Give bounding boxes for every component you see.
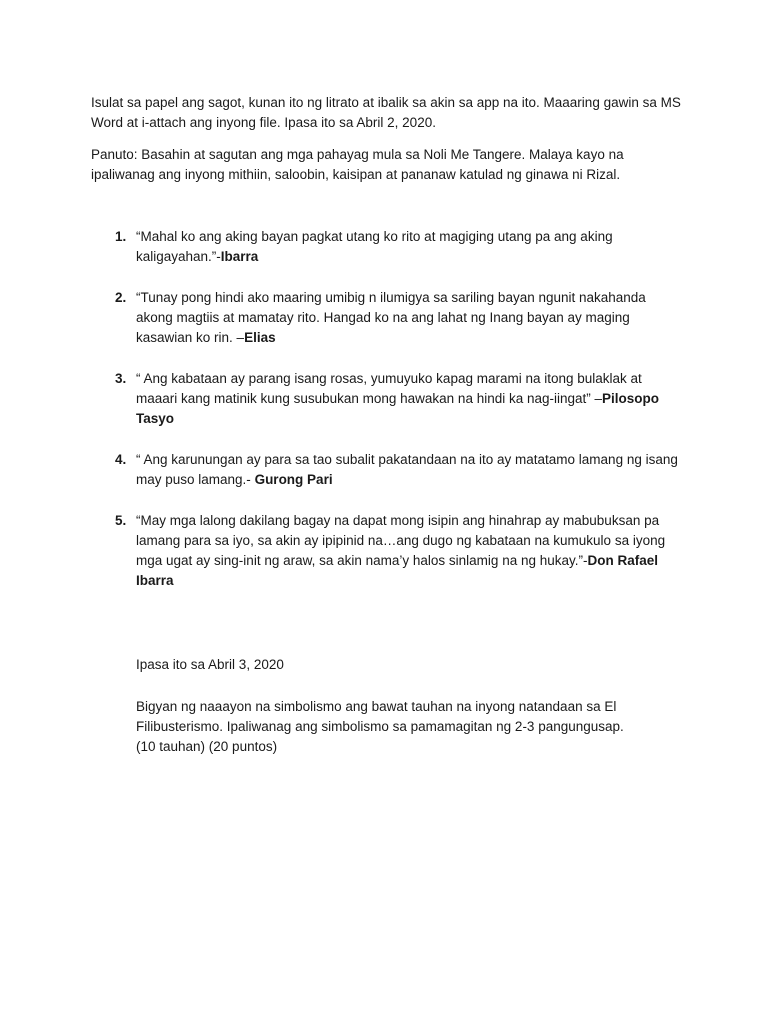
quote-text: “ Ang karunungan ay para sa tao subalit pakatandaan na ito ay matatamo lamang ng isang may puso lamang.- <box>136 452 678 487</box>
quote-number: 1. <box>115 229 127 244</box>
second-task-instruction: Bigyan ng naaayon na simbolismo ang bawat tauhan na inyong natandaan sa El Filibusterismo. Ipaliwanag ang simbolismo sa pamamagitan ng 2-3 pangungusap. <box>136 699 624 734</box>
quote-list <box>91 227 681 612</box>
instruction-paragraph: Isulat sa papel ang sagot, kunan ito ng litrato at ibalik sa akin sa app na ito. Maaaring gawin sa MS Word at i-attach ang inyong file. Ipasa ito sa Abril 2, 2020. <box>91 95 681 130</box>
quote-text: “Tunay pong hindi ako maaring umibig n ilumigya sa sariling bayan ngunit nakahanda akong magtiis at mamatay rito. Hangad ko na ang lahat ng Inang bayan ay maging kasawian ko rin. – <box>136 290 646 345</box>
quote-speaker: Elias <box>244 330 276 345</box>
quote-item-2 <box>91 288 681 348</box>
quote-speaker: Gurong Pari <box>254 472 333 487</box>
second-task-deadline: Ipasa ito sa Abril 3, 2020 <box>136 657 284 672</box>
quote-item-4 <box>91 450 681 490</box>
quote-text: “May mga lalong dakilang bagay na dapat mong isipin ang hinahrap ay mabubuksan pa lamang para sa iyo, sa akin ay ipipinid na…ang dugo ng kabataan na kumukulo sa iyong mga ugat ay sing-init ng araw, sa akin nama’y halos sinlamig na ng hukay.”- <box>136 513 666 568</box>
quote-speaker: Pilosopo Tasyo <box>136 391 660 426</box>
quote-number: 4. <box>115 452 127 467</box>
quote-item-1 <box>91 227 681 267</box>
panuto-paragraph: Panuto: Basahin at sagutan ang mga pahayag mula sa Noli Me Tangere. Malaya kayo na ipaliwanag ang inyong mithiin, saloobin, kaisipan at pananaw katulad ng ginawa ni Rizal. <box>91 147 624 182</box>
quote-number: 3. <box>115 371 127 386</box>
quote-speaker: Ibarra <box>220 249 259 264</box>
quote-speaker: Don Rafael Ibarra <box>136 553 659 588</box>
second-task-points: (10 tauhan) (20 puntos) <box>136 739 278 754</box>
quote-number: 5. <box>115 513 127 528</box>
second-task-block <box>136 697 676 757</box>
quote-item-5 <box>91 511 681 591</box>
quote-number: 2. <box>115 290 127 305</box>
quote-text: “ Ang kabataan ay parang isang rosas, yumuyuko kapag marami na itong bulaklak at maaari kang matinik kung susubukan mong hawakan na hindi ka nag-iingat” – <box>136 371 642 406</box>
quote-item-3 <box>91 369 681 429</box>
quote-text: “Mahal ko ang aking bayan pagkat utang ko rito at magiging utang pa ang aking kaligayahan.”- <box>136 229 613 264</box>
